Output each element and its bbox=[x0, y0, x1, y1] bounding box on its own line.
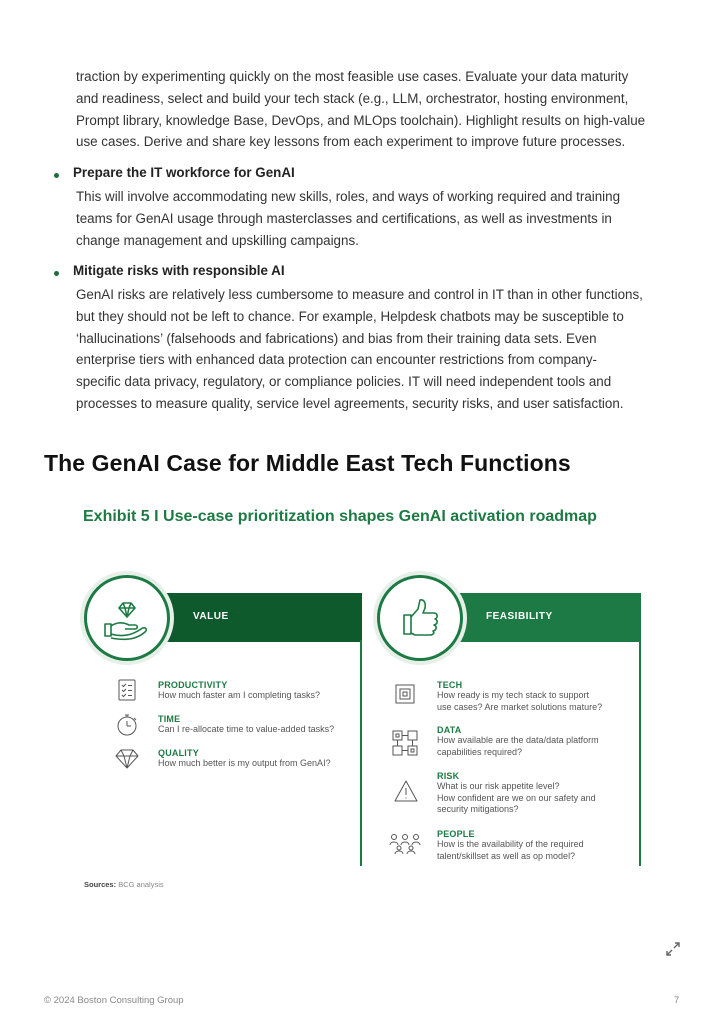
value-item-productivity-title: PRODUCTIVITY bbox=[158, 680, 228, 690]
value-item-quality-desc: How much better is my output from GenAI? bbox=[158, 758, 331, 768]
feasibility-header-label: FEASIBILITY bbox=[486, 611, 553, 622]
hand-diamond-icon bbox=[87, 578, 167, 658]
chip-icon bbox=[393, 682, 417, 706]
bullet-line: ‘hallucinations’ (falsehoods and fabrications) and bias from their training data sets. Even bbox=[76, 330, 597, 346]
value-panel-divider bbox=[360, 640, 362, 866]
desc-line: How ready is my tech stack to support bbox=[437, 690, 590, 700]
desc-line: talent/skillset as well as op model? bbox=[437, 850, 576, 861]
bullet-body-risks bbox=[76, 284, 688, 415]
page-number: 7 bbox=[674, 995, 680, 1006]
exhibit-sources bbox=[84, 880, 164, 889]
intro-line: and readiness, select and build your tech stack (e.g., LLM, orchestrator, hosting environment, bbox=[76, 90, 629, 106]
intro-line: Prompt library, knowledge Base, DevOps, and MLOps toolchain). Highlight results on high-value bbox=[76, 112, 646, 128]
checklist-icon bbox=[116, 678, 138, 702]
feasibility-item-tech-desc bbox=[437, 690, 602, 713]
feasibility-item-people-desc bbox=[437, 839, 584, 862]
bullet-line: but they should not be left to chance. For example, Helpdesk chatbots may be susceptible to bbox=[76, 308, 624, 324]
bullet-line: teams for GenAI usage through masterclasses and certifications, as well as investments in bbox=[76, 210, 612, 226]
feasibility-badge bbox=[377, 575, 463, 661]
bullet-line: processes to measure quality, service level agreements, security risks, and user satisfaction. bbox=[76, 395, 624, 411]
desc-line: How is the availability of the required bbox=[437, 839, 584, 849]
desc-line: How confident are we on our safety and bbox=[437, 792, 596, 803]
warning-icon bbox=[393, 779, 419, 803]
value-item-quality-title: QUALITY bbox=[158, 748, 199, 758]
bullet-line: specific data privacy, regulatory, or compliance policies. IT will need independent tools and bbox=[76, 374, 612, 390]
section-title: The GenAI Case for Middle East Tech Functions bbox=[44, 450, 571, 476]
desc-line: What is our risk appetite level? bbox=[437, 781, 560, 791]
value-item-time-desc: Can I re-allocate time to value-added tasks? bbox=[158, 724, 335, 734]
bullet-body-workforce bbox=[76, 186, 688, 251]
bullet-line: change management and upskilling campaigns. bbox=[76, 232, 359, 248]
stopwatch-icon bbox=[115, 712, 139, 738]
feasibility-item-data-desc bbox=[437, 735, 599, 758]
thumbs-up-icon bbox=[380, 578, 460, 658]
desc-line: How available are the data/data platform bbox=[437, 735, 599, 745]
data-network-icon bbox=[391, 729, 419, 757]
diamond-icon bbox=[114, 748, 140, 770]
bullet-marker bbox=[54, 271, 59, 276]
value-item-time-title: TIME bbox=[158, 714, 181, 724]
bullet-title-risks: Mitigate risks with responsible AI bbox=[73, 263, 285, 278]
desc-line: capabilities required? bbox=[437, 746, 523, 757]
feasibility-item-people-title: PEOPLE bbox=[437, 829, 475, 839]
intro-paragraph bbox=[76, 66, 688, 153]
desc-line: use cases? Are market solutions mature? bbox=[437, 701, 603, 712]
feasibility-item-tech-title: TECH bbox=[437, 680, 463, 690]
desc-line: security mitigations? bbox=[437, 804, 519, 814]
bullet-line: enterprise tiers with enhanced data protection can encounter restrictions from company- bbox=[76, 352, 598, 368]
bullet-title-workforce: Prepare the IT workforce for GenAI bbox=[73, 165, 295, 180]
intro-line: use cases. Derive and share key lessons from each experiment to improve future processes. bbox=[76, 134, 626, 150]
feasibility-item-data-title: DATA bbox=[437, 725, 462, 735]
intro-line: traction by experimenting quickly on the most feasible use cases. Evaluate your data maturity bbox=[76, 69, 629, 84]
sources-label: Sources: bbox=[84, 880, 117, 889]
feasibility-item-risk-title: RISK bbox=[437, 771, 460, 781]
bullet-line: This will involve accommodating new skills, roles, and ways of working required and training bbox=[76, 189, 621, 204]
feasibility-item-risk-desc bbox=[437, 781, 596, 816]
bullet-marker bbox=[54, 173, 59, 178]
exhibit-title: Exhibit 5 I Use-case prioritization shapes GenAI activation roadmap bbox=[83, 508, 597, 525]
value-badge bbox=[84, 575, 170, 661]
people-icon bbox=[389, 832, 421, 854]
bullet-line: GenAI risks are relatively less cumbersome to measure and control in IT than in other functions, bbox=[76, 287, 643, 302]
value-item-productivity-desc: How much faster am I completing tasks? bbox=[158, 690, 321, 700]
feasibility-panel-divider bbox=[639, 640, 641, 866]
expand-icon[interactable] bbox=[664, 940, 682, 958]
footer-copyright: © 2024 Boston Consulting Group bbox=[44, 995, 184, 1006]
sources-text: BCG analysis bbox=[118, 880, 164, 889]
value-header-label: VALUE bbox=[193, 611, 229, 622]
